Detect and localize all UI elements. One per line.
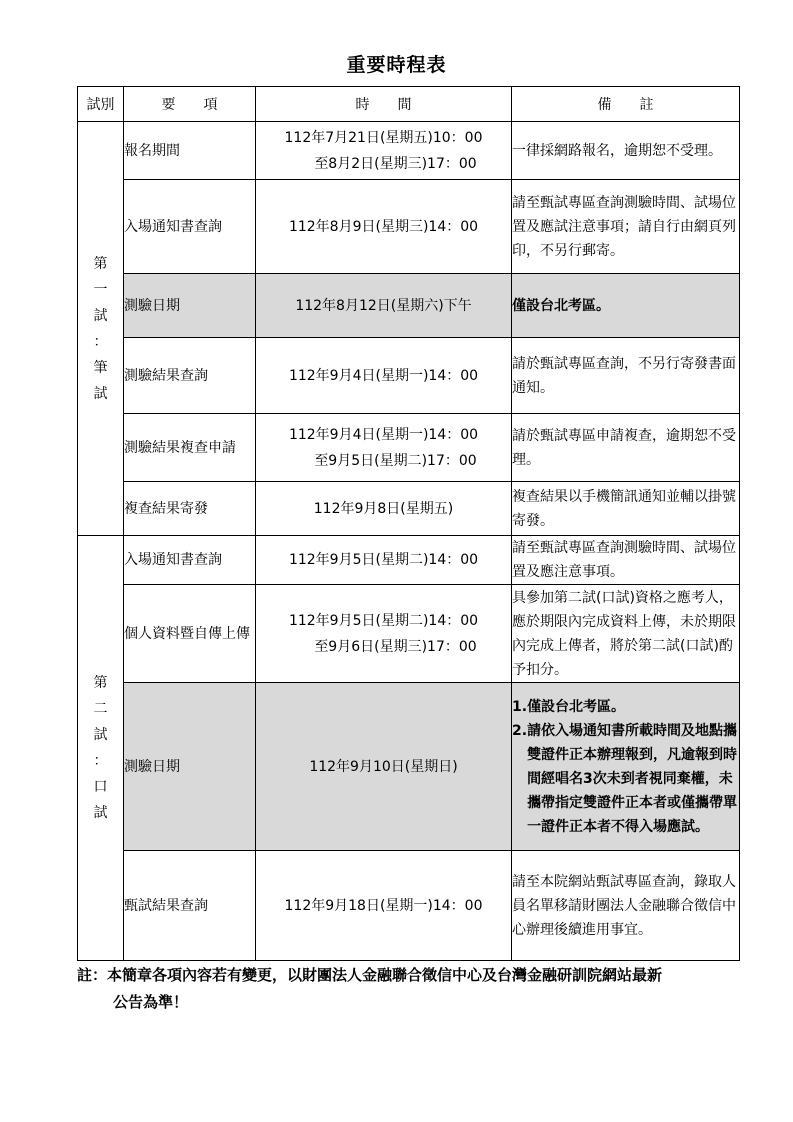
note-cell: 請至甄試專區查詢測驗時間、試場位置及應注意事項。 [512, 536, 740, 585]
time-cell: 112年9月4日(星期一)14：00 至9月5日(星期二)17：00 [256, 414, 512, 482]
note-cell: 請於甄試專區查詢，不另行寄發書面通知。 [512, 338, 740, 414]
session1-label: 第 一 試 ： 筆 試 [78, 122, 124, 536]
table-row [78, 683, 740, 851]
table-row [78, 851, 740, 961]
footnote-lead: 註：本簡章各項內容若有變更，以財團法人金融聯合徵信中心及台灣金融研訓院網站最新 [77, 966, 663, 984]
header-session: 試別 [78, 87, 124, 122]
item-cell: 測驗日期 [124, 683, 256, 851]
table-row [78, 274, 740, 338]
time-cell: 112年9月18日(星期一)14：00 [256, 851, 512, 961]
session2-label: 第 二 試 ： 口 試 [78, 536, 124, 961]
note-cell: 請於甄試專區申請複查，逾期恕不受理。 [512, 414, 740, 482]
item-cell: 入場通知書查詢 [124, 536, 256, 585]
item-cell: 測驗日期 [124, 274, 256, 338]
note-cell: 一律採網路報名，逾期恕不受理。 [512, 122, 740, 180]
page-title: 重要時程表 [346, 54, 447, 76]
schedule-table [77, 86, 740, 961]
table-row [78, 585, 740, 683]
table-row [78, 482, 740, 536]
item-cell: 入場通知書查詢 [124, 180, 256, 274]
item-cell: 甄試結果查詢 [124, 851, 256, 961]
header-item: 要 項 [124, 87, 256, 122]
table-row [78, 536, 740, 585]
time-cell: 112年8月9日(星期三)14：00 [256, 180, 512, 274]
note-list-item: 1. 僅設台北考區。 [512, 698, 626, 715]
item-cell: 測驗結果複查申請 [124, 414, 256, 482]
time-cell: 112年9月5日(星期二)14：00 至9月6日(星期三)17：00 [256, 585, 512, 683]
note-cell: 僅設台北考區。 [512, 274, 740, 338]
footnote [77, 962, 747, 1016]
item-cell: 個人資料暨自傳上傳 [124, 585, 256, 683]
table-row [78, 414, 740, 482]
header-note: 備 註 [512, 87, 740, 122]
time-cell: 112年8月12日(星期六)下午 [256, 274, 512, 338]
note-cell: 請至甄試專區查詢測驗時間、試場位置及應試注意事項；請自行由網頁列印，不另行郵寄。 [512, 180, 740, 274]
note-cell: 請至本院網站甄試專區查詢，錄取人員名單移請財團法人金融聯合徵信中心辦理後續進用事宜。 [512, 851, 740, 961]
item-cell: 報名期間 [124, 122, 256, 180]
time-cell: 112年9月5日(星期二)14：00 [256, 536, 512, 585]
note-cell: 複查結果以手機簡訊通知並輔以掛號寄發。 [512, 482, 740, 536]
table-header-row [78, 87, 740, 122]
note-cell: 具參加第二試(口試)資格之應考人，應於期限內完成資料上傳，未於期限內完成上傳者，將於第二試(口試)酌予扣分。 [512, 585, 740, 683]
item-cell: 測驗結果查詢 [124, 338, 256, 414]
header-time: 時 間 [256, 87, 512, 122]
time-cell: 112年9月10日(星期日) [256, 683, 512, 851]
time-cell: 112年9月8日(星期五) [256, 482, 512, 536]
table-row [78, 180, 740, 274]
table-row [78, 338, 740, 414]
time-cell: 112年7月21日(星期五)10：00 至8月2日(星期三)17：00 [256, 122, 512, 180]
note-cell [512, 683, 740, 851]
footnote-rest: 公告為準！ [113, 993, 189, 1011]
note-list-item: 2. 請依入場通知書所載時間及地點攜雙證件正本辦理報到，凡逾報到時間經唱名3次未到者視同棄權，未攜帶指定雙證件正本者或僅攜帶單一證件正本者不得入場應試。 [512, 722, 738, 835]
item-cell: 複查結果寄發 [124, 482, 256, 536]
table-row [78, 122, 740, 180]
time-cell: 112年9月4日(星期一)14：00 [256, 338, 512, 414]
